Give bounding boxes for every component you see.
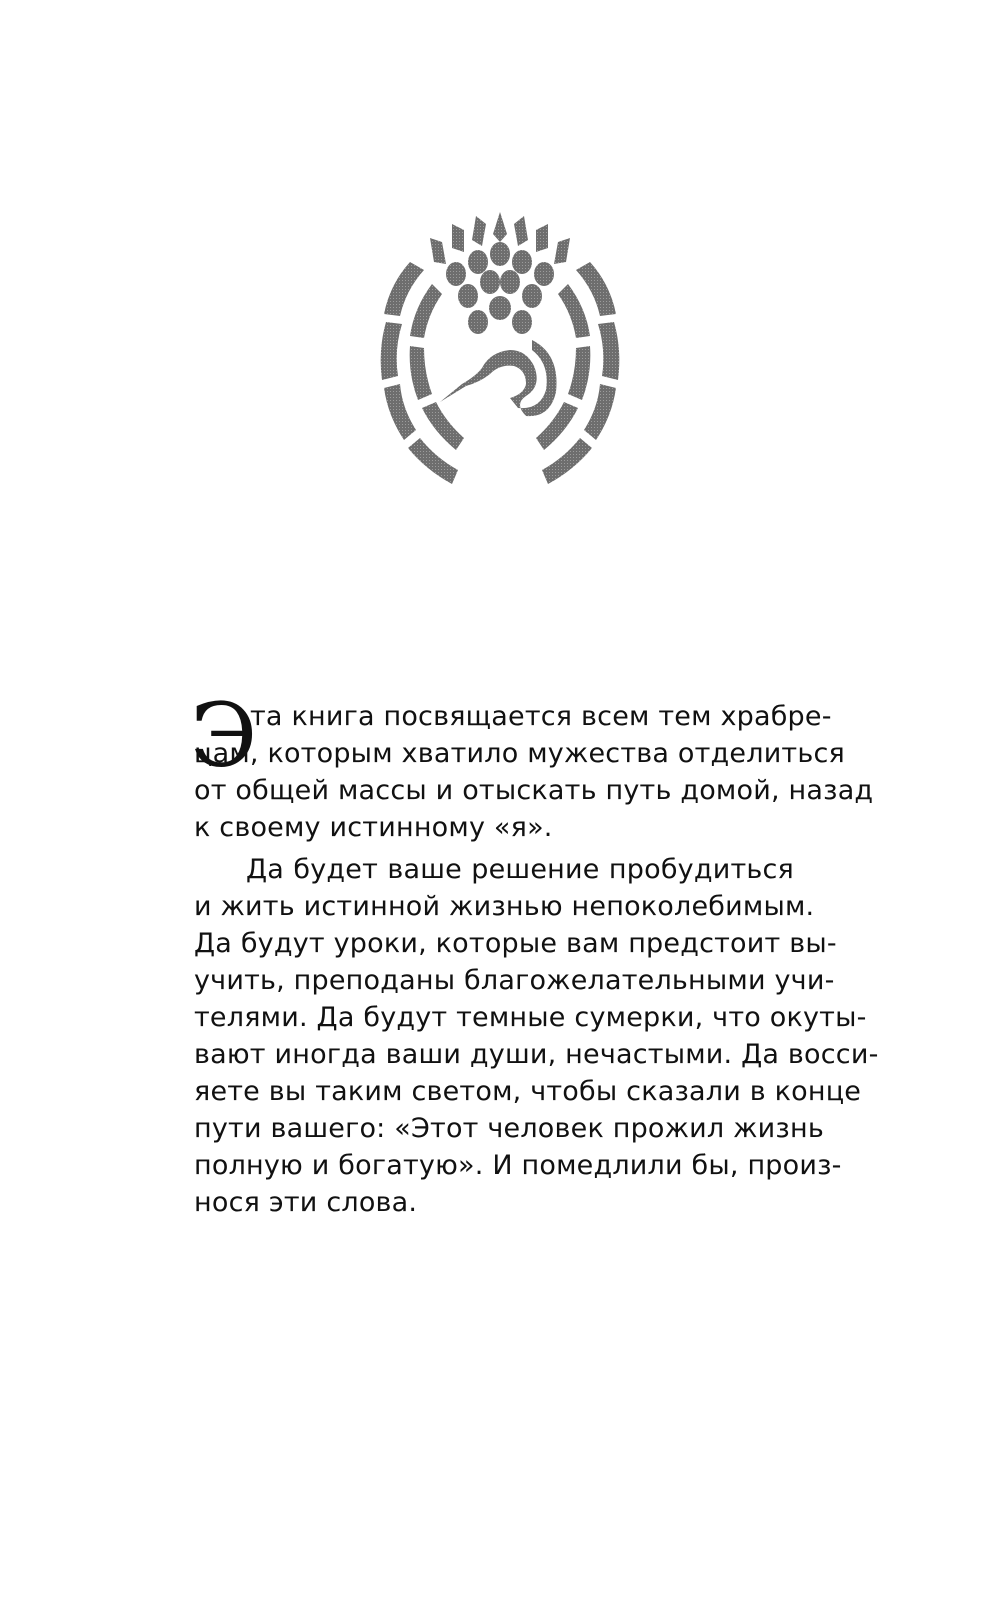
text-line: яете вы таким светом, чтобы сказали в конце xyxy=(194,1076,862,1107)
text-line: нося эти слова. xyxy=(194,1187,418,1218)
text-line: та книга посвящается всем тем храбре- xyxy=(250,701,832,732)
text-line: учить, преподаны благожелательными учи- xyxy=(194,965,835,996)
text-line: к своему истинному «я». xyxy=(194,812,553,843)
text-line: от общей массы и отыскать путь домой, назад xyxy=(194,775,874,806)
crane-crest-icon xyxy=(350,204,650,504)
text-line: цам, которым хватило мужества отделиться xyxy=(194,738,845,769)
text-line: и жить истинной жизнью непоколебимым. xyxy=(194,891,815,922)
text-line: пути вашего: «Этот человек прожил жизнь xyxy=(194,1113,824,1144)
paragraph-1 xyxy=(194,698,874,846)
text-line: Да будут уроки, которые вам предстоит вы- xyxy=(194,928,837,959)
text-line: полную и богатую». И помедлили бы, произ- xyxy=(194,1150,842,1181)
text-line: вают иногда ваши души, нечастыми. Да восси- xyxy=(194,1039,879,1070)
dedication-text xyxy=(190,684,879,1221)
paragraph-2 xyxy=(194,851,879,1221)
text-line: телями. Да будут темные сумерки, что окуты- xyxy=(194,1002,867,1033)
drop-cap: Э xyxy=(190,684,258,787)
text-line: Да будет ваше решение пробудиться xyxy=(246,854,794,885)
